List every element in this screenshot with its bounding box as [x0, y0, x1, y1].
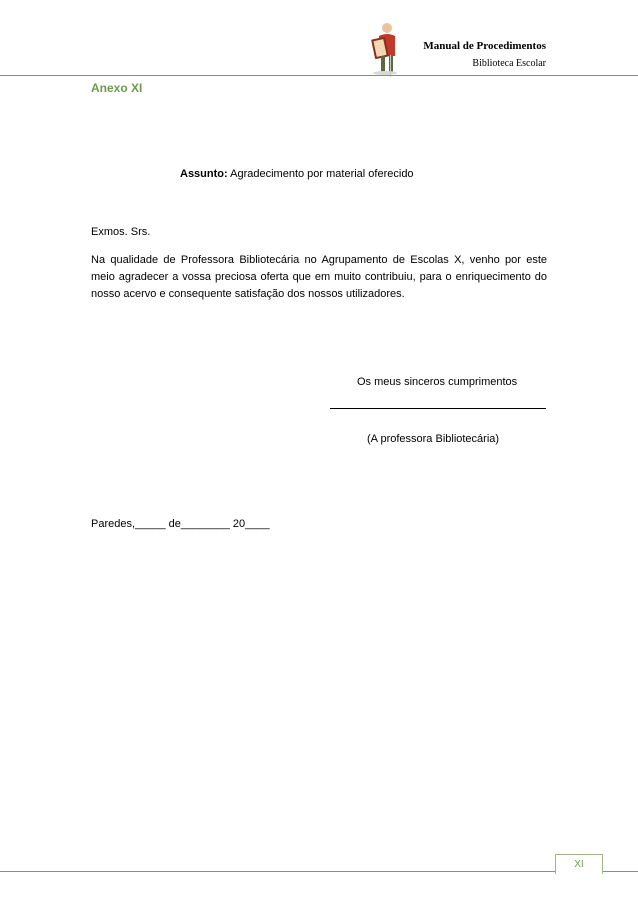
subject-label: Assunto:	[180, 168, 228, 180]
subject-text: Agradecimento por material oferecido	[230, 168, 414, 180]
annex-title: Anexo XI	[91, 81, 143, 95]
signature-caption: (A professora Bibliotecária)	[367, 433, 500, 445]
reader-with-book-icon	[365, 20, 401, 76]
signature-line	[330, 408, 546, 409]
date-line: Paredes,_____ de________ 20____	[91, 518, 270, 530]
footer-rule	[0, 871, 638, 872]
header-divider	[390, 55, 391, 77]
letter-paragraph: Na qualidade de Professora Bibliotecária no Agrupamento de Escolas X, venho por este meio agradecer a vossa preciosa oferta que em muito contribuiu, para o enriquecimento do nosso acervo e consequente satisfação dos nossos utilizadores.	[91, 254, 547, 301]
header-rule	[0, 75, 638, 76]
closing-line: Os meus sinceros cumprimentos	[357, 376, 518, 388]
subject-line	[180, 166, 414, 183]
greeting: Exmos. Srs.	[91, 226, 151, 238]
header-subtitle: Biblioteca Escolar	[472, 58, 546, 69]
header-title: Manual de Procedimentos	[423, 40, 546, 52]
page-number: XI	[555, 854, 603, 874]
